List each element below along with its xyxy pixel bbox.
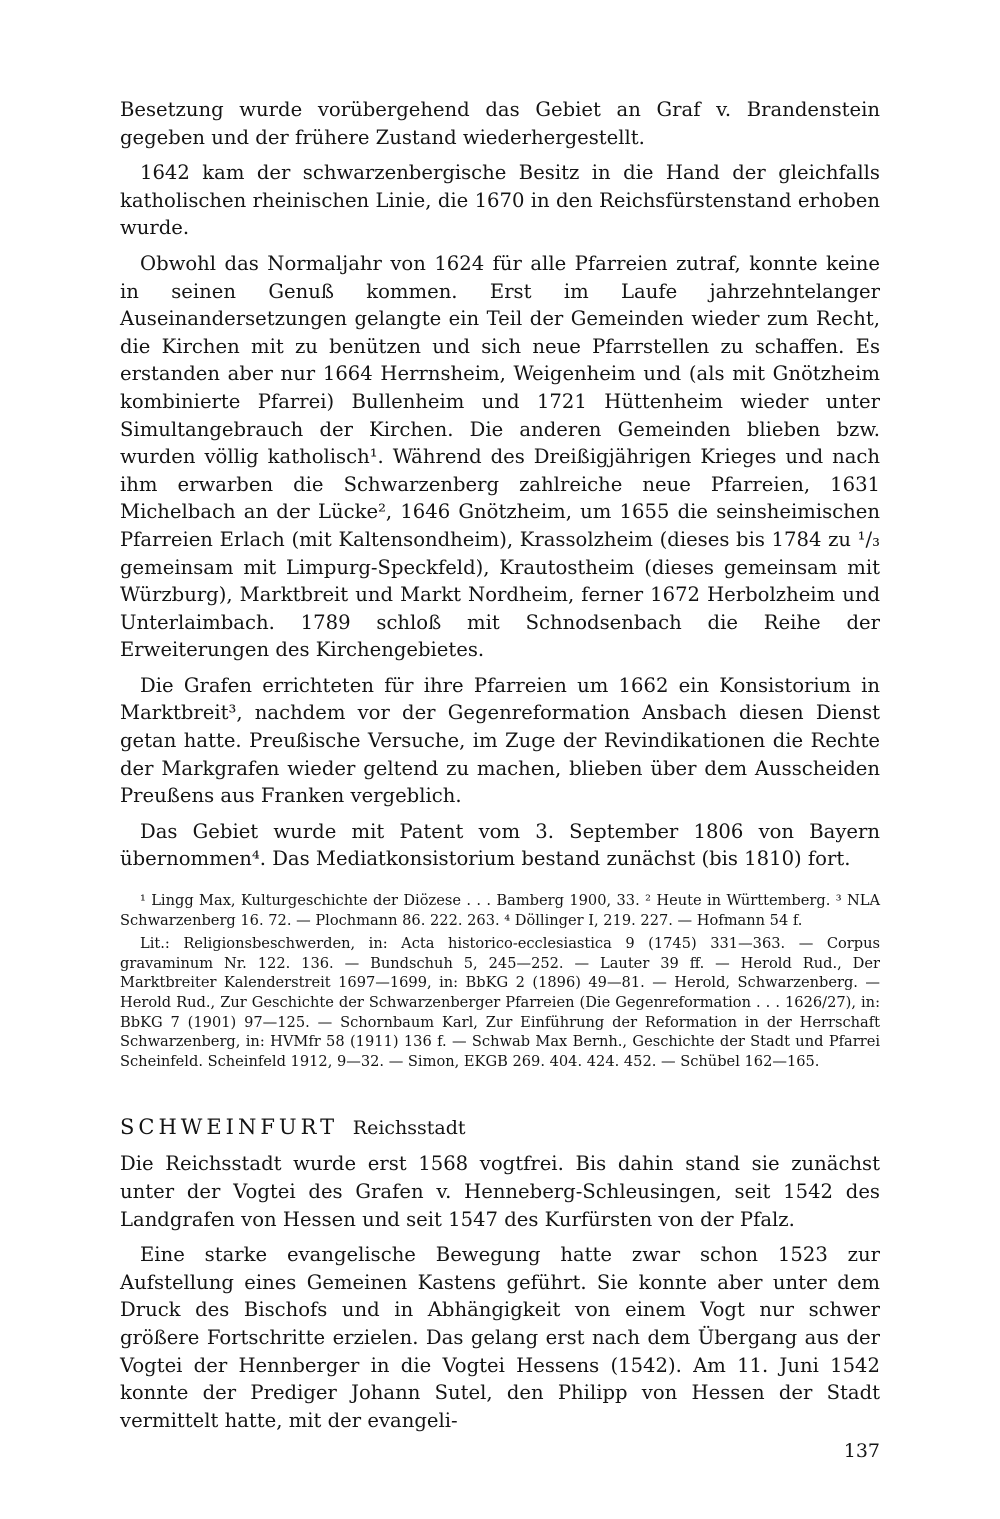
footnotes: ¹ Lingg Max, Kulturgeschichte der Diözese . . . Bamberg 1900, 33. ² Heute in Württemberg. ³ NLA Schwarzenberg 16. 72. — Plochmann 86. 222. 263. ⁴ Döllinger I, 219. 227. — Hofmann 54 f. [120, 892, 880, 929]
paragraph-5: Das Gebiet wurde mit Patent vom 3. September 1806 von Bayern übernommen⁴. Das Mediatkonsistorium bestand zunächst (bis 1810) fort. [120, 819, 880, 871]
main-section [120, 96, 880, 873]
section-name: SCHWEINFURT [120, 1115, 339, 1140]
notes-block [120, 891, 880, 1071]
section-paragraph-2: Eine starke evangelische Bewegung hatte zwar schon 1523 zur Aufstellung eines Gemeinen Kastens geführt. Sie konnte aber unter dem Druck des Bischofs und in Abhängigkeit von einem Vogt nur schwer größere Fortschritte erzielen. Das gelang erst nach dem Übergang aus der Vogtei der Hennberger in die Vogtei Hessens (1542). Am 11. Juni 1542 konnte der Prediger Johann Sutel, den Philipp von Hessen der Stadt vermittelt hatte, mit der evangeli- [120, 1243, 880, 1432]
section-heading [120, 1113, 880, 1142]
page-number: 137 [843, 1440, 880, 1462]
paragraph-2: 1642 kam der schwarzenbergische Besitz in die Hand der gleichfalls katholischen rheinischen Linie, die 1670 in den Reichsfürstenstand erhoben wurde. [120, 161, 880, 240]
paragraph-1: Besetzung wurde vorübergehend das Gebiet an Graf v. Brandenstein gegeben und der frühere Zustand wiederhergestellt. [120, 98, 880, 149]
paragraph-4: Die Grafen errichteten für ihre Pfarreien um 1662 ein Konsistorium in Marktbreit³, nachdem vor der Gegenreformation Ansbach diesen Dienst getan hatte. Preußische Versuche, im Zuge der Revindikationen die Rechte der Markgrafen wieder geltend zu machen, blieben über dem Ausscheiden Preußens aus Franken vergeblich. [120, 673, 880, 808]
section-paragraph-1: Die Reichsstadt wurde erst 1568 vogtfrei. Bis dahin stand sie zunächst unter der Vogtei des Grafen v. Henneberg-Schleusingen, seit 1542 des Landgrafen von Hessen und seit 1547 des Kurfürsten von der Pfalz. [120, 1152, 880, 1231]
literature-list: Lit.: Religionsbeschwerden, in: Acta historico-ecclesiastica 9 (1745) 331—363. — Corpus gravaminum Nr. 122. 136. — Bundschuh 5, 245—252. — Lauter 39 ff. — Herold Rud., Der Marktbreiter Kalenderstreit 1697—1699, in: BbKG 2 (1896) 49—81. — Herold, Schwarzenberg. — Herold Rud., Zur Geschichte der Schwarzenberger Pfarreien (Die Gegenreformation . . . 1626/27), in: BbKG 7 (1901) 97—125. — Schornbaum Karl, Zur Einführung der Reformation in der Herrschaft Schwarzenberg, in: HVMfr 58 (1911) 136 f. — Schwab Max Bernh., Geschichte der Stadt und Pfarrei Scheinfeld. Scheinfeld 1912, 9—32. — Simon, EKGB 269. 404. 424. 452. — Schübel 162—165. [120, 935, 880, 1070]
paragraph-3: Obwohl das Normaljahr von 1624 für alle Pfarreien zutraf, konnte keine in seinen Genuß kommen. Erst im Laufe jahrzehntelanger Auseinandersetzungen gelangte ein Teil der Gemeinden wieder zum Recht, die Kirchen mit zu benützen und sich neue Pfarrstellen zu schaffen. Es erstanden aber nur 1664 Herrnsheim, Weigenheim und (als mit Gnötzheim kombinierte Pfarrei) Bullenheim und 1721 Hüttenheim wieder unter Simultangebrauch der Kirchen. Die anderen Gemeinden blieben bzw. wurden völlig katholisch¹. Während des Dreißigjährigen Krieges und nach ihm erwarben die Schwarzenberg zahlreiche neue Pfarreien, 1631 Michelbach an der Lücke², 1646 Gnötzheim, um 1655 die seinsheimischen Pfarreien Erlach (mit Kaltensondheim), Krassolzheim (dieses bis 1784 zu ¹/₃ gemeinsam mit Limpurg-Speckfeld), Krautostheim (dieses gemeinsam mit Würzburg), Marktbreit und Markt Nordheim, ferner 1672 Herbolzheim und Unterlaimbach. 1789 schloß mit Schnodsenbach die Reihe der Erweiterungen des Kirchengebietes. [120, 251, 880, 662]
section-subtitle: Reichsstadt [352, 1117, 466, 1140]
section-body [120, 1150, 880, 1434]
body-text [120, 96, 880, 1434]
